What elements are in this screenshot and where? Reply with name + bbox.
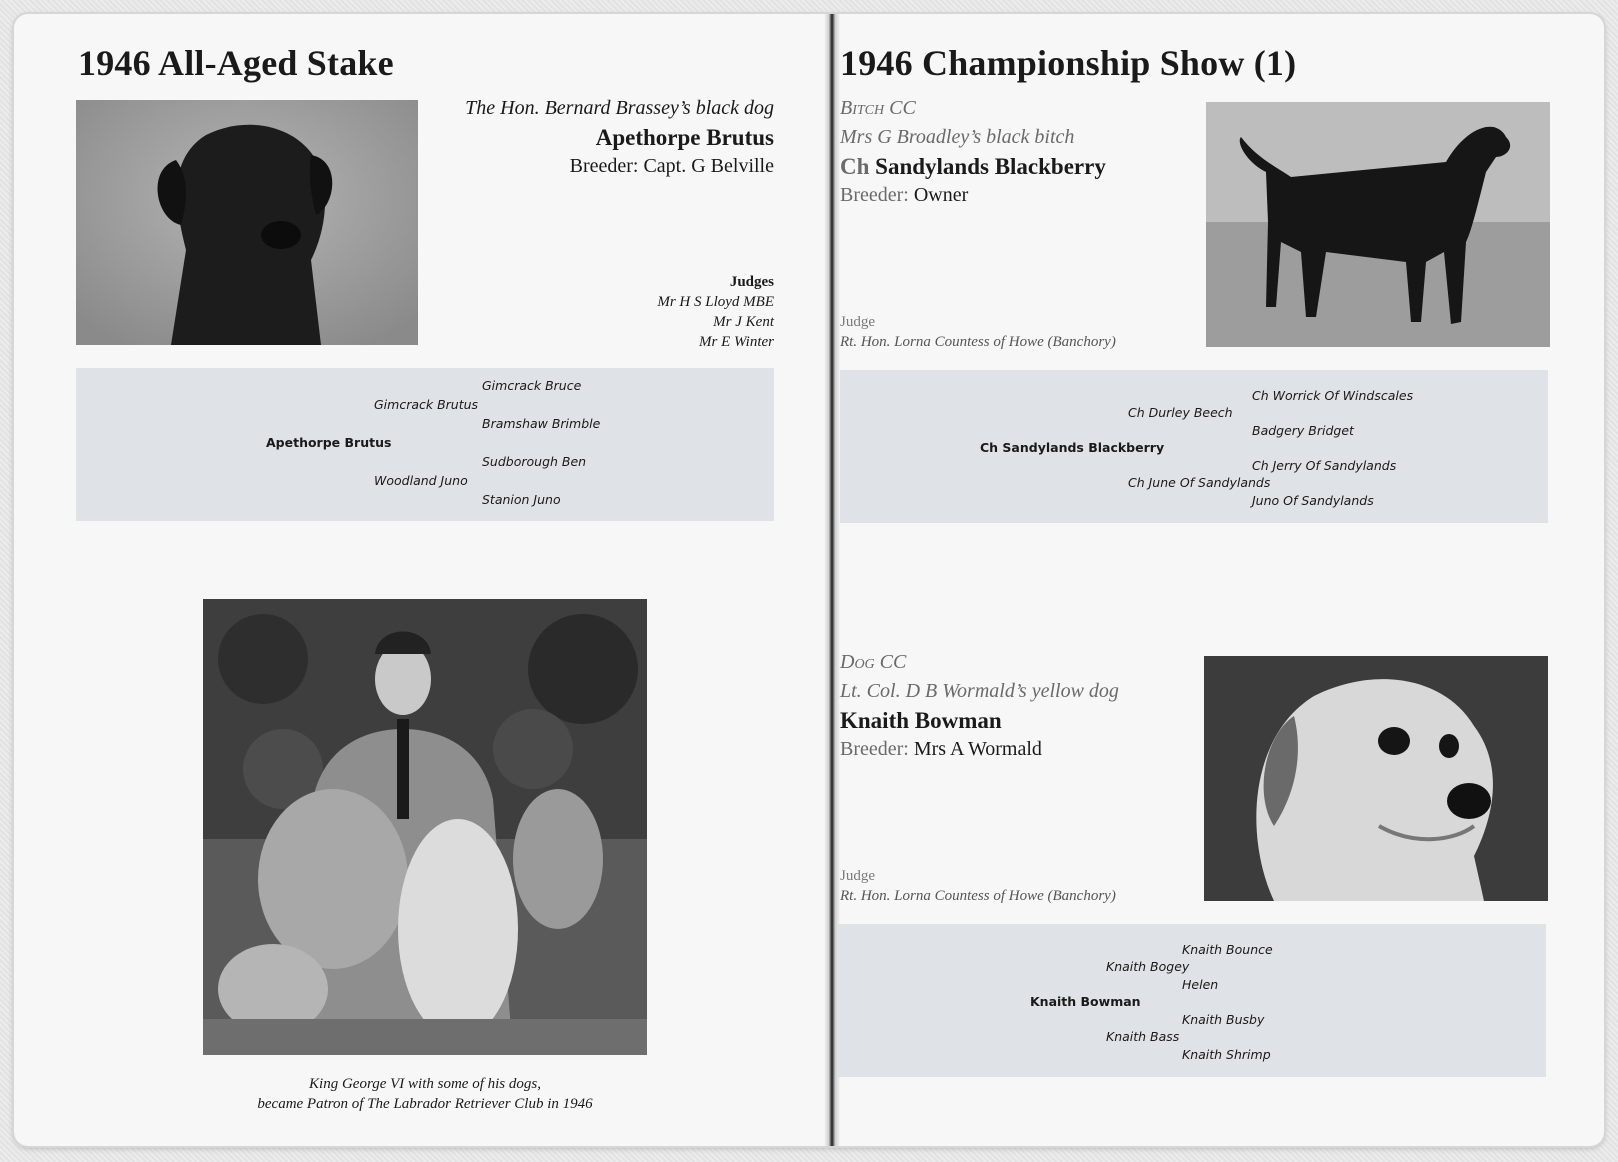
judge-name: Mr J Kent xyxy=(713,314,774,330)
pedigree-subject: Knaith Bowman xyxy=(1030,994,1141,1009)
pedigree-sire: Gimcrack Brutus xyxy=(374,397,479,412)
pedigree-subject: Apethorpe Brutus xyxy=(266,435,392,450)
pedigree-sire-dam: Badgery Bridget xyxy=(1252,423,1354,438)
page-title: 1946 All-Aged Stake xyxy=(78,43,394,83)
left-page xyxy=(14,14,824,1146)
book-spread xyxy=(14,14,1604,1146)
pedigree-sire-sire: Gimcrack Bruce xyxy=(482,378,582,393)
black-bitch-photo xyxy=(1206,102,1550,347)
black-dog-photo xyxy=(76,100,418,345)
judge-heading: Judge xyxy=(840,314,875,330)
dog-cc-entry xyxy=(840,648,1200,764)
breeder-line: Breeder: Capt. G Belville xyxy=(569,155,774,177)
pedigree-dam-sire: Knaith Busby xyxy=(1182,1012,1265,1027)
judges-heading: Judges xyxy=(729,274,774,290)
caption-line: became Patron of The Labrador Retriever Club in 1946 xyxy=(257,1096,593,1112)
pedigree-dam-sire: Ch Jerry Of Sandylands xyxy=(1252,458,1397,473)
owner-line: Mrs G Broadley’s black bitch xyxy=(840,126,1075,148)
king-with-dogs-photo xyxy=(203,599,647,1055)
breeder-value: Mrs A Wormald xyxy=(913,738,1042,760)
owner-line: Lt. Col. D B Wormald’s yellow dog xyxy=(840,680,1119,702)
judge-heading: Judge xyxy=(840,868,875,884)
pedigree-dam-dam: Knaith Shrimp xyxy=(1182,1047,1271,1062)
dog-name: Apethorpe Brutus xyxy=(595,125,774,150)
class-label: Dog CC xyxy=(840,651,907,673)
dog-pedigree-table xyxy=(838,924,1546,1077)
pedigree-sire-sire: Knaith Bounce xyxy=(1182,942,1273,957)
champion-prefix: Ch xyxy=(840,154,876,179)
judge-name: Mr E Winter xyxy=(699,334,774,350)
caption-line: King George VI with some of his dogs, xyxy=(309,1076,541,1092)
pedigree-dam-sire: Sudborough Ben xyxy=(482,454,587,469)
dog-judge-block xyxy=(840,866,1200,906)
pedigree-sire: Ch Durley Beech xyxy=(1128,405,1233,420)
pedigree-sire-sire: Ch Worrick Of Windscales xyxy=(1252,388,1414,403)
owner-line: The Hon. Bernard Brassey’s black dog xyxy=(465,97,774,119)
bitch-cc-entry xyxy=(840,94,1200,210)
dog-name: Sandylands Blackberry xyxy=(875,154,1106,179)
breeder-label: Breeder: xyxy=(840,184,914,206)
bitch-pedigree-table xyxy=(840,370,1548,523)
judge-name: Rt. Hon. Lorna Countess of Howe (Banchory) xyxy=(840,888,1116,904)
pedigree-dam: Ch June Of Sandylands xyxy=(1128,475,1271,490)
pedigree-table xyxy=(76,368,774,521)
judge-name: Rt. Hon. Lorna Countess of Howe (Banchory) xyxy=(840,334,1116,350)
pedigree-sire-dam: Bramshaw Brimble xyxy=(482,416,601,431)
pedigree-dam-dam: Juno Of Sandylands xyxy=(1252,493,1374,508)
pedigree-sire: Knaith Bogey xyxy=(1106,959,1190,974)
dog-name: Knaith Bowman xyxy=(840,708,1002,733)
pedigree-dam: Knaith Bass xyxy=(1106,1029,1180,1044)
judge-name: Mr H S Lloyd MBE xyxy=(657,294,774,310)
judges-block xyxy=(514,272,774,352)
yellow-dog-photo xyxy=(1204,656,1548,901)
pedigree-dam: Woodland Juno xyxy=(374,473,468,488)
pedigree-subject: Ch Sandylands Blackberry xyxy=(980,440,1165,455)
right-page xyxy=(840,14,1604,1146)
breeder-value: Owner xyxy=(913,184,969,206)
stake-entry xyxy=(374,94,774,181)
class-label: Bitch CC xyxy=(840,97,916,119)
pedigree-dam-dam: Stanion Juno xyxy=(482,492,561,507)
photo-caption xyxy=(203,1074,647,1114)
breeder-label: Breeder: xyxy=(840,738,914,760)
pedigree-sire-dam: Helen xyxy=(1182,977,1219,992)
page-title: 1946 Championship Show (1) xyxy=(840,43,1297,83)
bitch-judge-block xyxy=(840,312,1200,352)
